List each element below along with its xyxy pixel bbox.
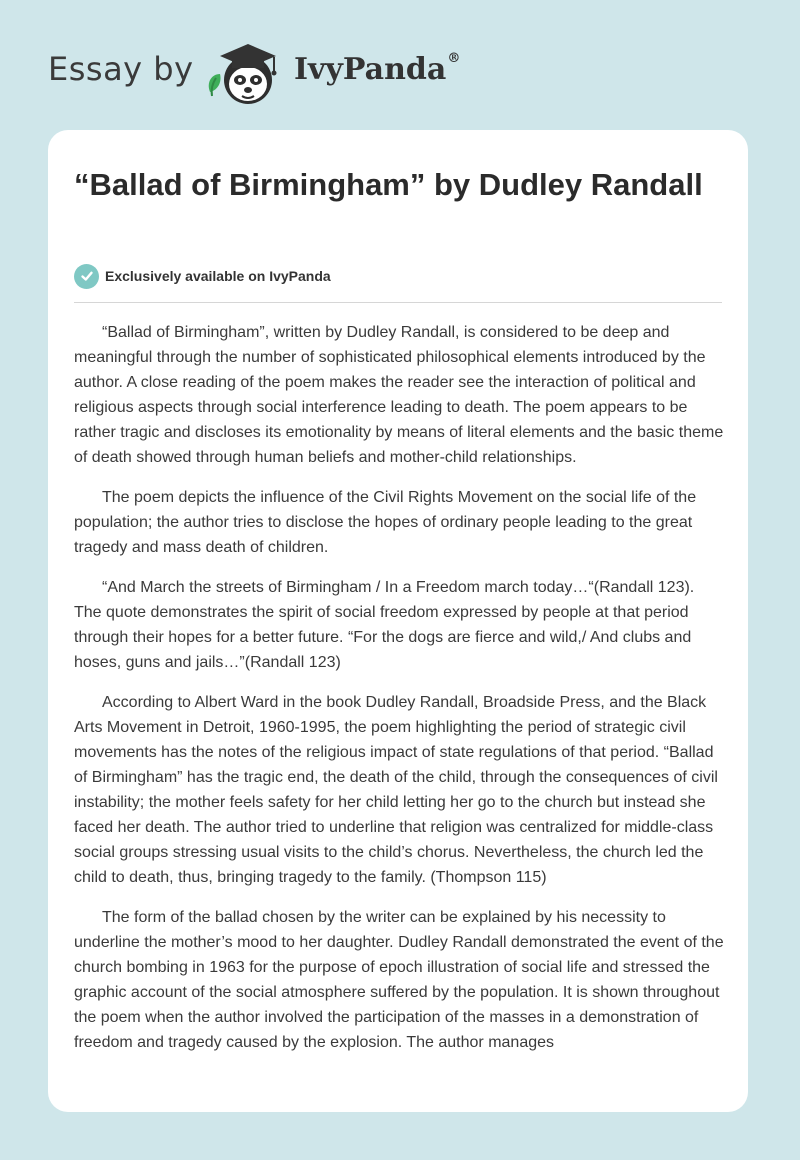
paragraph: “And March the streets of Birmingham / In a Freedom march today…“(Randall 123). The quote demonstrates the spirit of social freedom expressed by people at that period through their hopes for a better future. “For the dogs are fierce and wild,/ And clubs and hoses, guns and jails…”(Randall 123) <box>74 579 695 671</box>
article-title: “Ballad of Birmingham” by Dudley Randall <box>74 167 703 202</box>
article-body <box>74 320 724 1070</box>
paragraph: The poem depicts the influence of the Civil Rights Movement on the social life of the population; the author tries to disclose the hopes of ordinary people leading to the great tragedy and mass death of children. <box>74 489 697 556</box>
article-card <box>48 130 748 1112</box>
paragraph: According to Albert Ward in the book Dudley Randall, Broadside Press, and the Black Arts Movement in Detroit, 1960-1995, the poem highlighting the period of strategic civil movements has the notes of the religious impact of state regulations of that period. “Ballad of Birmingham” has the tragic end, the death of the child, through the consequences of civil instability; the mother feels safety for her child letting her go to the church but instead she faced her death. The author tried to underline that religion was centralized for middle-class social groups stressing usual visits to the child’s chorus. Nevertheless, the church led the child to death, thus, bringing tragedy to the family. (Thompson 115) <box>74 694 718 886</box>
site-header <box>0 0 800 130</box>
brand-prefix: Essay by <box>48 50 194 88</box>
divider <box>74 302 722 303</box>
brand-name[interactable] <box>294 52 460 87</box>
exclusive-label: Exclusively available on IvyPanda <box>105 268 331 284</box>
paragraph: “Ballad of Birmingham”, written by Dudley Randall, is considered to be deep and meaningful through the number of sophisticated philosophical elements introduced by the author. A close reading of the poem makes the reader see the interaction of political and religious aspects through social interference leading to death. The poem appears to be rather tragic and discloses its emotionality by means of literal elements and the basic theme of death showed through human beliefs and mother-child relationships. <box>74 324 724 466</box>
exclusive-badge <box>74 263 331 289</box>
panda-graduation-cap-icon[interactable] <box>202 34 294 110</box>
paragraph: The form of the ballad chosen by the writer can be explained by his necessity to underline the mother’s mood to her daughter. Dudley Randall demonstrated the event of the church bombing in 1963 for the purpose of epoch illustration of social life and stressed the graphic account of the social atmosphere suffered by the population. It is shown throughout the poem when the author involved the participation of the masses in a demonstration of freedom and tragedy caused by the explosion. The author manages <box>74 909 724 1051</box>
registered-mark: ® <box>447 51 461 66</box>
brand-name-text: IvyPanda <box>294 52 447 87</box>
check-circle-icon <box>74 264 99 289</box>
